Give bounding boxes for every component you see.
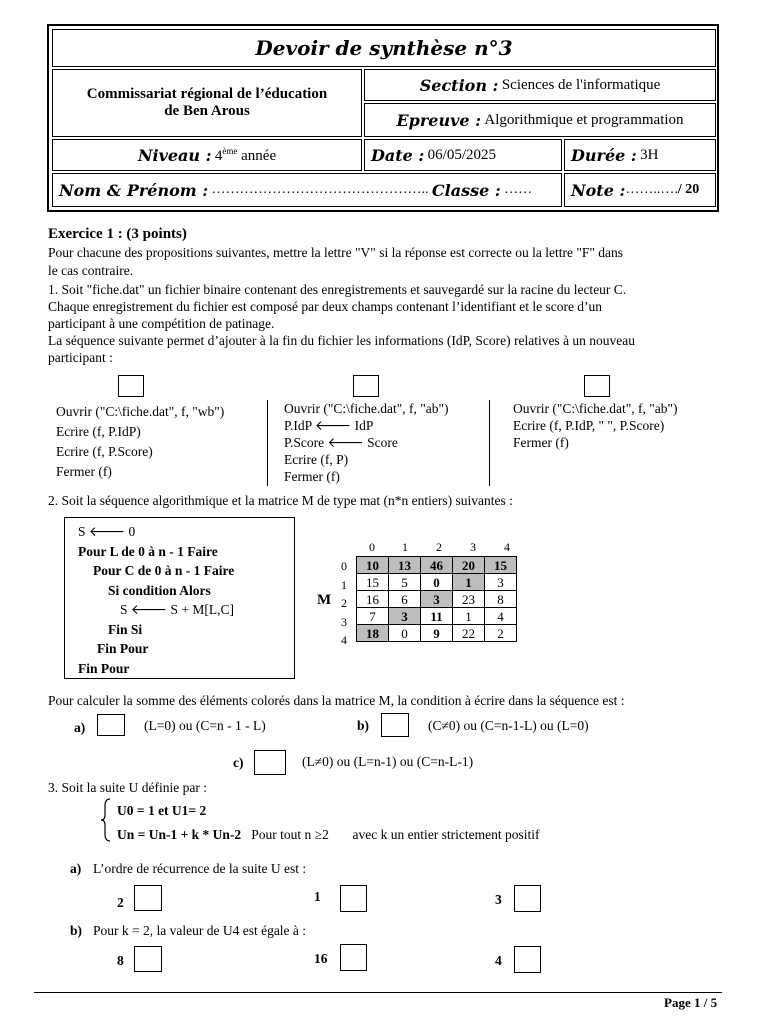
matrix-cell: 8 [485,591,517,608]
q3b-option3-checkbox[interactable] [514,946,541,973]
nom-label: Nom & Prénom : [59,180,209,200]
column-divider [267,400,268,486]
brace-icon [100,798,112,842]
note-label: Note : [571,180,626,200]
q2-intro: 2. Soit la séquence algorithmique et la matrice M de type mat (n*n entiers) suivantes : [48,493,513,508]
row-index: 0 [341,559,347,573]
niveau-cell [52,139,362,171]
duree-cell [564,139,716,171]
q3a-option3-checkbox[interactable] [514,885,541,912]
q3a-option-value: 2 [117,895,124,910]
col-index: 4 [504,540,510,554]
intro-line2: le cas contraire. [48,263,134,278]
matrix-cell: 3 [485,574,517,591]
q1-line5: participant : [48,350,113,365]
institution-cell [52,69,362,137]
q3a-label: a) [70,861,82,876]
q2-c-text: (L≠0) ou (L=n-1) ou (C=n-L-1) [302,754,474,769]
algo-line: S 🡐 S + M[L,C] [120,602,234,617]
matrix-row [357,574,517,591]
matrix-cell: 11 [421,608,453,625]
matrix-cell: 22 [453,625,485,642]
code-line: Ouvrir ("C:\fiche.dat", f, "ab") [513,401,678,416]
q3a-option-value: 1 [314,889,321,904]
section-cell [364,69,716,101]
row-index: 3 [341,614,347,629]
matrix-cell: 10 [357,557,389,574]
note-dots: ……..…. [625,182,678,197]
code-line: P.IdP 🡐 IdP [284,418,374,433]
epreuve-value: Algorithmique et programmation [484,111,684,128]
intro-line1: Pour chacune des propositions suivantes, mettre la lettre "V" si la réponse est correcte ou la lettre "F" dans [48,245,624,260]
q3b-option2-checkbox[interactable] [340,944,367,971]
q1-line4: La séquence suivante permet d’ajouter à la fin du fichier les informations (IdP, Score) relatives à un nouveau [48,333,636,348]
niveau-label: Niveau : [137,145,212,165]
q1-option3-code [513,400,678,451]
algo-line: S 🡐 0 [78,524,136,539]
date-value: 06/05/2025 [427,146,497,163]
q2-b-text: (C≠0) ou (C=n-1-L) ou (L=0) [428,718,589,733]
col-index: 2 [436,540,442,554]
code-line: P.Score 🡐 Score [284,435,398,450]
q2-b-checkbox[interactable] [381,713,409,737]
q3a-option2-checkbox[interactable] [340,885,367,912]
niveau-rest: année [241,147,277,164]
matrix-cell: 5 [389,574,421,591]
institution-line2: de Ben Arous [164,103,250,119]
q3-intro: 3. Soit la suite U définie par : [48,780,207,795]
classe-dots: …… [504,182,533,197]
classe-label: Classe : [431,180,501,200]
q3-k: avec k un entier strictement positif [352,827,540,842]
matrix-cell: 23 [453,591,485,608]
code-line: Ouvrir ("C:\fiche.dat", f, "wb") [56,404,225,419]
matrix-cell: 13 [389,557,421,574]
code-line: Fermer (f) [284,469,340,484]
row-index: 1 [341,577,347,592]
q3a-text: L’ordre de récurrence de la suite U est : [93,861,307,876]
niveau-sup: ème [222,145,238,156]
row-index: 2 [341,596,347,610]
q3b-option-value: 4 [495,953,502,968]
matrix-cell: 1 [453,574,485,591]
q3a-option-value: 3 [495,892,502,907]
q3b-option-value: 16 [314,951,328,966]
matrix-row [357,625,517,642]
matrix-label: M [317,592,332,608]
matrix-cell: 16 [357,591,389,608]
algo-line: Fin Pour [78,660,130,676]
matrix-cell: 7 [357,608,389,625]
algo-line: Si condition Alors [108,582,211,598]
q3b-option-value: 8 [117,953,124,968]
q1-option1-checkbox[interactable] [118,375,144,397]
epreuve-cell [364,103,716,137]
duree-label: Durée : [571,145,637,165]
q2-c-checkbox[interactable] [254,750,286,775]
date-label: Date : [371,145,425,165]
q3-def1: U0 = 1 et U1= 2 [117,803,207,818]
niveau-num: 4 [214,147,223,164]
matrix-cell: 1 [453,608,485,625]
code-line: Fermer (f) [513,435,569,450]
nom-cell [52,173,562,207]
q1-option3-checkbox[interactable] [584,375,610,397]
col-index: 3 [470,540,476,554]
matrix-cell: 2 [485,625,517,642]
q3b-text: Pour k = 2, la valeur de U4 est égale à : [93,923,307,938]
q3b-option1-checkbox[interactable] [134,946,162,972]
section-value: Sciences de l'informatique [501,76,661,93]
code-line: Ecrire (f, P.IdP) [56,424,141,439]
page-number: Page 1 / 5 [664,995,718,1010]
matrix-row [357,557,517,574]
matrix-row-indices [341,557,347,650]
code-line: Fermer (f) [56,464,112,479]
q3a-option1-checkbox[interactable] [134,885,162,911]
note-total: / 20 [677,182,700,197]
page-title: Devoir de synthèse n°3 [255,36,513,60]
matrix-row [357,591,517,608]
algo-line: Pour C de 0 à n - 1 Faire [93,563,235,578]
title-cell [52,29,716,67]
code-line: Ecrire (f, P.IdP, " ", P.Score) [513,418,665,433]
column-divider [489,400,490,486]
matrix-cell: 6 [389,591,421,608]
algorithm-code [78,522,234,678]
q1-line1: 1. Soit "fiche.dat" un fichier binaire contenant des enregistrements et sauvegardé sur la racine du lecteur C. [48,282,627,297]
epreuve-label: Epreuve : [396,110,482,130]
duree-value: 3H [640,146,659,163]
matrix-cell: 15 [357,574,389,591]
algo-line: Fin Si [108,621,143,637]
q2-a-text: (L=0) ou (C=n - 1 - L) [144,718,266,733]
q1-option2-code [284,400,449,485]
nom-dots: ……………………………………….. [211,182,429,197]
q3-def2: Un = Un-1 + k * Un-2 [117,827,242,842]
q1-line3: participant à une compétition de patinage. [48,316,275,331]
note-cell [564,173,716,207]
matrix-cell: 9 [421,625,453,642]
q1-option1-code [56,402,224,482]
q2-question: Pour calculer la somme des éléments colorés dans la matrice M, la condition à écrire dans la séquence est : [48,693,625,708]
footer-divider [34,992,722,993]
institution-line1: Commissariat régional de l’éducation [86,86,328,102]
q3b-label: b) [70,923,83,938]
algo-line: Fin Pour [97,641,149,656]
code-line: Ouvrir ("C:\fiche.dat", f, "ab") [284,401,449,416]
col-index: 1 [402,540,408,554]
q1-option2-checkbox[interactable] [353,375,379,397]
q1-line2: Chaque enregistrement du fichier est composé par deux champs contenant l’identifiant et le score d’un [48,299,603,314]
matrix-cell: 3 [389,608,421,625]
q2-b-label: b) [357,718,370,733]
matrix-cell: 4 [485,608,517,625]
code-line: Ecrire (f, P.Score) [56,444,153,459]
q3-def2-line [117,826,540,843]
matrix-cell: 15 [485,557,517,574]
matrix-cell: 3 [421,591,453,608]
matrix-cell: 0 [389,625,421,642]
matrix-table [356,556,517,642]
date-cell [364,139,562,171]
code-line: Ecrire (f, P) [284,452,349,467]
col-index: 0 [369,540,375,554]
matrix-cell: 46 [421,557,453,574]
section-label: Section : [419,75,499,95]
matrix-row [357,608,517,625]
row-index: 4 [341,633,347,647]
algo-line: Pour L de 0 à n - 1 Faire [78,543,218,559]
q2-a-checkbox[interactable] [97,714,125,736]
matrix-cell: 18 [357,625,389,642]
q3-cond: Pour tout n ≥2 [251,827,329,842]
exercise-title: Exercice 1 : (3 points) [48,226,187,242]
q2-a-label: a) [74,720,86,735]
q2-c-label: c) [233,755,244,770]
matrix-cell: 20 [453,557,485,574]
matrix-cell: 0 [421,574,453,591]
